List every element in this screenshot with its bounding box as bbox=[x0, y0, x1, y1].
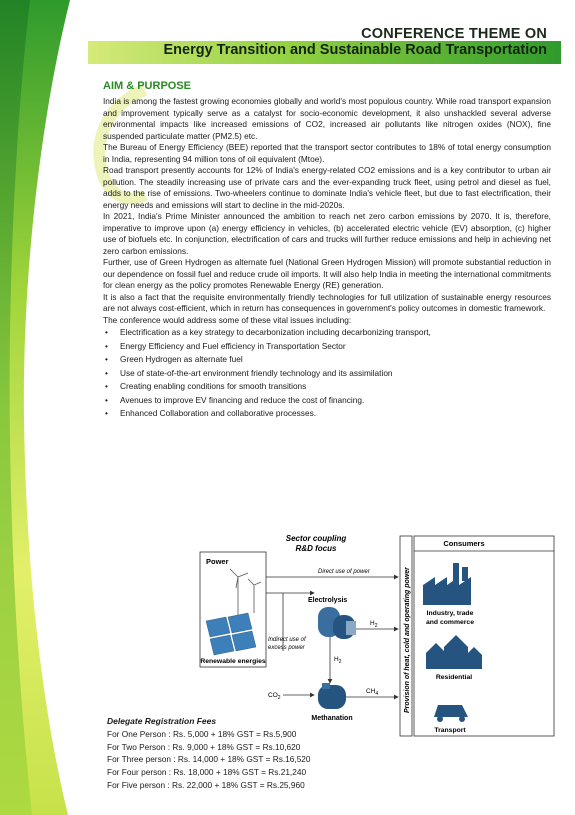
ch4-label: $CH_4$ bbox=[366, 688, 379, 697]
diagram-title-line1: Sector coupling bbox=[285, 534, 347, 543]
consumers-label: Consumers bbox=[443, 539, 485, 548]
list-item: • Creating enabling conditions for smooth transitions bbox=[120, 380, 551, 394]
left-decorative-swoosh bbox=[0, 0, 80, 815]
paragraph-3: Road transport presently accounts for 12% of India's energy-related CO2 emissions and is a key contributor to urban air pollution. The steadily increasing use of private cars and the ever-expanding truck fleet, using petrol and diesel as fuel, adds to the rise of emissions. Two-wheelers continue to dominate India's vehicle fleet, but due to fast electrification, their energy needs and emissions will start to decline in the mid-2020s. bbox=[103, 165, 551, 210]
electrolysis-label: Electrolysis bbox=[308, 597, 348, 604]
list-item: • Use of state-of-the-art environment friendly technology and its assimilation bbox=[120, 367, 551, 381]
electrolysis-tanks-icon bbox=[318, 607, 356, 639]
fee-item: For Five person : Rs. 22,000 + 18% GST = Rs.25,960 bbox=[107, 779, 305, 790]
indirect-use-label-1: Indirect use of bbox=[268, 637, 306, 643]
fee-item: For Four person : Rs. 18,000 + 18% GST = Rs.21,240 bbox=[107, 767, 307, 778]
paragraph-5: Further, use of Green Hydrogen as alternate fuel (National Green Hydrogen Mission) will promote substantial reduction in our dependence on fossil fuel and reduce crude oil imports. It will also help India in meeting the international commitments for clean energy as the policy promotes Renewable Energy (RE) generation. bbox=[103, 257, 551, 290]
fee-item: For Three person : Rs. 14,000 + 18% GST = Rs.16,520 bbox=[107, 754, 311, 765]
diagram-title-line2: R&D focus bbox=[295, 544, 337, 553]
fee-item: For Two Person : Rs. 9,000 + 18% GST = Rs.10,620 bbox=[107, 741, 301, 752]
fee-item: For One Person : Rs. 5,000 + 18% GST = Rs.5,900 bbox=[107, 729, 297, 739]
residential-label: Residential bbox=[435, 674, 473, 681]
section-title: AIM & PURPOSE bbox=[103, 80, 192, 92]
paragraph-4: In 2021, India's Prime Minister announced the ambition to reach net zero carbon emissions by 2070. It is, therefore, imperative to improve upon (a) energy efficiency in vehicles, (b) accelerated electric vehicle (EV) absorption, (c) higher use of biofuels etc. In conjunction, electrification of cars and trucks will further reduce emissions and help in achieving net zero carbon emissions. bbox=[103, 211, 551, 256]
renewable-energies-label: Renewable energies bbox=[200, 658, 266, 665]
indirect-use-label-2: excess power bbox=[268, 645, 305, 651]
list-item: • Green Hydrogen as alternate fuel bbox=[120, 353, 551, 367]
list-item: • Electrification as a key strategy to decarbonization including decarbonizing transport, bbox=[120, 326, 551, 340]
h2-label-down: $H_2$ bbox=[334, 656, 342, 665]
direct-use-label: Direct use of power bbox=[318, 569, 370, 575]
main-content bbox=[103, 80, 551, 421]
provision-label: Provision of heat, cold and operating power bbox=[404, 567, 411, 713]
list-item: • Enhanced Collaboration and collaborative processes. bbox=[120, 407, 551, 421]
header-title-line2: Energy Transition and Sustainable Road Transportation bbox=[163, 42, 547, 58]
transport-label: Transport bbox=[434, 727, 466, 734]
paragraph-2: The Bureau of Energy Efficiency (BEE) reported that the transport sector contributes to 18% of total energy consumption in India, representing 94 million tons of oil equivalent (Mtoe). bbox=[103, 142, 551, 164]
sector-coupling-diagram bbox=[168, 533, 560, 743]
industry-label-2: and commerce bbox=[426, 619, 474, 626]
fees-title: Delegate Registration Fees bbox=[107, 716, 217, 726]
header-title-line1: CONFERENCE THEME ON bbox=[361, 26, 547, 42]
power-label: Power bbox=[206, 557, 229, 566]
co2-label: $CO_2$ bbox=[268, 692, 281, 701]
paragraph-6: It is also a fact that the requisite environmentally friendly technologies for full utilization of sustainable energy resources are not always cost-efficient, which in return has consequences in government's policy outcomes in domestic framework. bbox=[103, 291, 551, 313]
paragraph-1: India is among the fastest growing economies globally and world's most populous country. While road transport expansion and improvement typically serve as a catalyst for socio-economic development, it also unshackled several adverse environmental impacts like increased emissions of CO2, increased air pollutants like nitrogen oxides (NOX), fine suspended particulate matter (PM2.5) etc. bbox=[103, 96, 551, 141]
list-item: • Energy Efficiency and Fuel efficiency in Transportation Sector bbox=[120, 340, 551, 354]
consumers-box bbox=[414, 536, 554, 736]
list-item: • Avenues to improve EV financing and reduce the cost of financing. bbox=[120, 394, 551, 408]
h2-label-right: $H_2$ bbox=[370, 620, 378, 629]
methanation-label: Methanation bbox=[311, 715, 353, 722]
industry-label-1: Industry, trade bbox=[426, 610, 474, 617]
methanation-tank-icon bbox=[318, 683, 346, 709]
registration-fees bbox=[107, 716, 311, 792]
paragraph-7: The conference would address some of these vital issues including: bbox=[103, 314, 352, 325]
issues-list bbox=[103, 326, 551, 421]
page-header bbox=[0, 26, 575, 66]
